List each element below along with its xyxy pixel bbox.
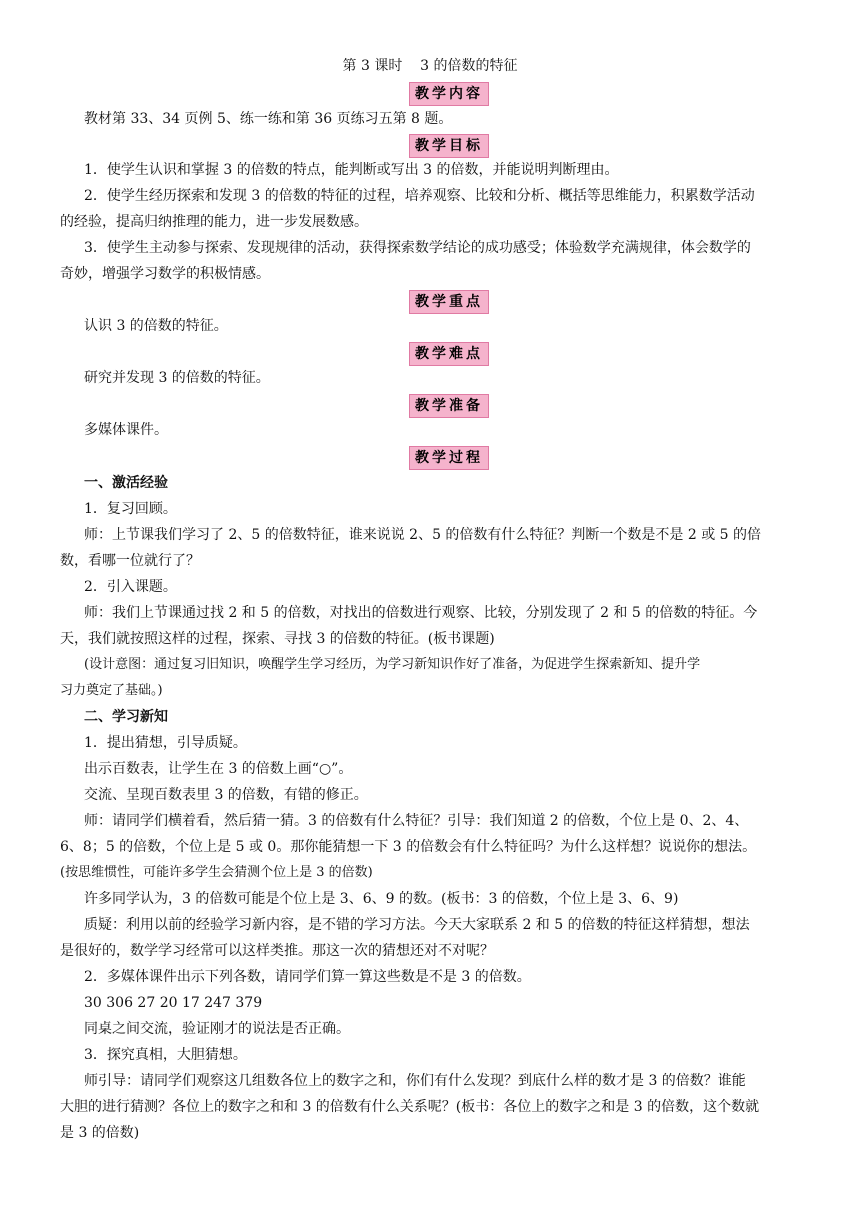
prep-text: 多媒体课件。 [84, 422, 168, 438]
design-note: (设计意图：通过复习旧知识，唤醒学生学习经历，为学习新知识作好了准备，为促进学生探索新知、提升学 [84, 657, 701, 672]
goal-2-cont: 的经验，提高归纳推理的能力，进一步发展数感。 [60, 214, 368, 230]
goal-3: 3．使学生主动参与探索、发现规律的活动，获得探索数学结论的成功感受；体验数学充满规律，体会数学的 [84, 240, 751, 256]
design-note-cont: 习力奠定了基础。) [60, 683, 163, 698]
para-1-1-cont: 数，看哪一位就行了？ [60, 553, 200, 569]
section-heading-1: 一、激活经验 [84, 475, 168, 491]
goal-2: 2．使学生经历探索和发现 3 的倍数的特征的过程，培养观察、比较和分析、概括等思维能力，积累数学活动 [84, 188, 755, 204]
goal-1: 1．使学生认识和掌握 3 的倍数的特点，能判断或写出 3 的倍数，并能说明判断理由。 [84, 162, 619, 178]
step-1-2: 2．引入课题。 [84, 579, 177, 595]
tag-teaching-difficulty: 教学难点 [409, 342, 489, 366]
tag-teaching-prep: 教学准备 [409, 394, 489, 418]
number-list: 30 306 27 20 17 247 379 [84, 995, 263, 1011]
step-1-1: 1．复习回顾。 [84, 501, 177, 517]
step-2-1: 1．提出猜想，引导质疑。 [84, 735, 247, 751]
lesson-title: 第 3 课时 3 的倍数的特征 [342, 58, 518, 74]
para-2-1d: 6、8；5 的倍数，个位上是 5 或 0。那你能猜想一下 3 的倍数会有什么特征吗？为什么这样想？说说你的想法。 [60, 839, 757, 855]
para-2-1a: 出示百数表，让学生在 3 的倍数上画“○”。 [84, 761, 353, 777]
tag-teaching-key: 教学重点 [409, 290, 489, 314]
para-2-1e: (按思维惯性，可能许多学生会猜测个位上是 3 的倍数) [60, 865, 373, 880]
para-2-3b: 大胆的进行猜测？各位上的数字之和和 3 的倍数有什么关系呢？(板书：各位上的数字之和是 3 的倍数，这个数就 [60, 1099, 760, 1115]
para-2-1b: 交流、呈现百数表里 3 的倍数，有错的修正。 [84, 787, 368, 803]
difficulty-text: 研究并发现 3 的倍数的特征。 [84, 370, 270, 386]
para-1-1: 师：上节课我们学习了 2、5 的倍数特征，谁来说说 2、5 的倍数有什么特征？判断一个数是不是 2 或 5 的倍 [84, 527, 762, 543]
para-1-2-cont: 天，我们就按照这样的过程，探索、寻找 3 的倍数的特征。(板书课题) [60, 631, 495, 647]
content-text: 教材第 33、34 页例 5、练一练和第 36 页练习五第 8 题。 [84, 111, 453, 127]
tag-teaching-process: 教学过程 [409, 446, 489, 470]
para-2-3c: 是 3 的倍数) [60, 1125, 140, 1141]
para-2-1g: 质疑：利用以前的经验学习新内容，是不错的学习方法。今天大家联系 2 和 5 的倍数的特征这样猜想，想法 [84, 917, 750, 933]
para-2-1h: 是很好的，数学学习经常可以这样类推。那这一次的猜想还对不对呢？ [60, 943, 494, 959]
step-2-2: 2．多媒体课件出示下列各数，请同学们算一算这些数是不是 3 的倍数。 [84, 969, 531, 985]
goal-3-cont: 奇妙，增强学习数学的积极情感。 [60, 266, 270, 282]
step-2-3: 3．探究真相，大胆猜想。 [84, 1047, 247, 1063]
tag-teaching-content: 教学内容 [409, 82, 489, 106]
key-text: 认识 3 的倍数的特征。 [84, 318, 228, 334]
para-2-1f: 许多同学认为，3 的倍数可能是个位上是 3、6、9 的数。(板书：3 的倍数，个位上是 3、6、9) [84, 891, 679, 907]
para-2-3a: 师引导：请同学们观察这几组数各位上的数字之和，你们有什么发现？到底什么样的数才是 3 的倍数？谁能 [84, 1073, 746, 1089]
section-heading-2: 二、学习新知 [84, 709, 168, 725]
para-2-2b: 同桌之间交流，验证刚才的说法是否正确。 [84, 1021, 350, 1037]
tag-teaching-goals: 教学目标 [409, 134, 489, 158]
para-2-1c: 师：请同学们横着看，然后猜一猜。3 的倍数有什么特征？引导：我们知道 2 的倍数，个位上是 0、2、4、 [84, 813, 749, 829]
para-1-2: 师：我们上节课通过找 2 和 5 的倍数，对找出的倍数进行观察、比较，分别发现了 2 和 5 的倍数的特征。今 [84, 605, 758, 621]
